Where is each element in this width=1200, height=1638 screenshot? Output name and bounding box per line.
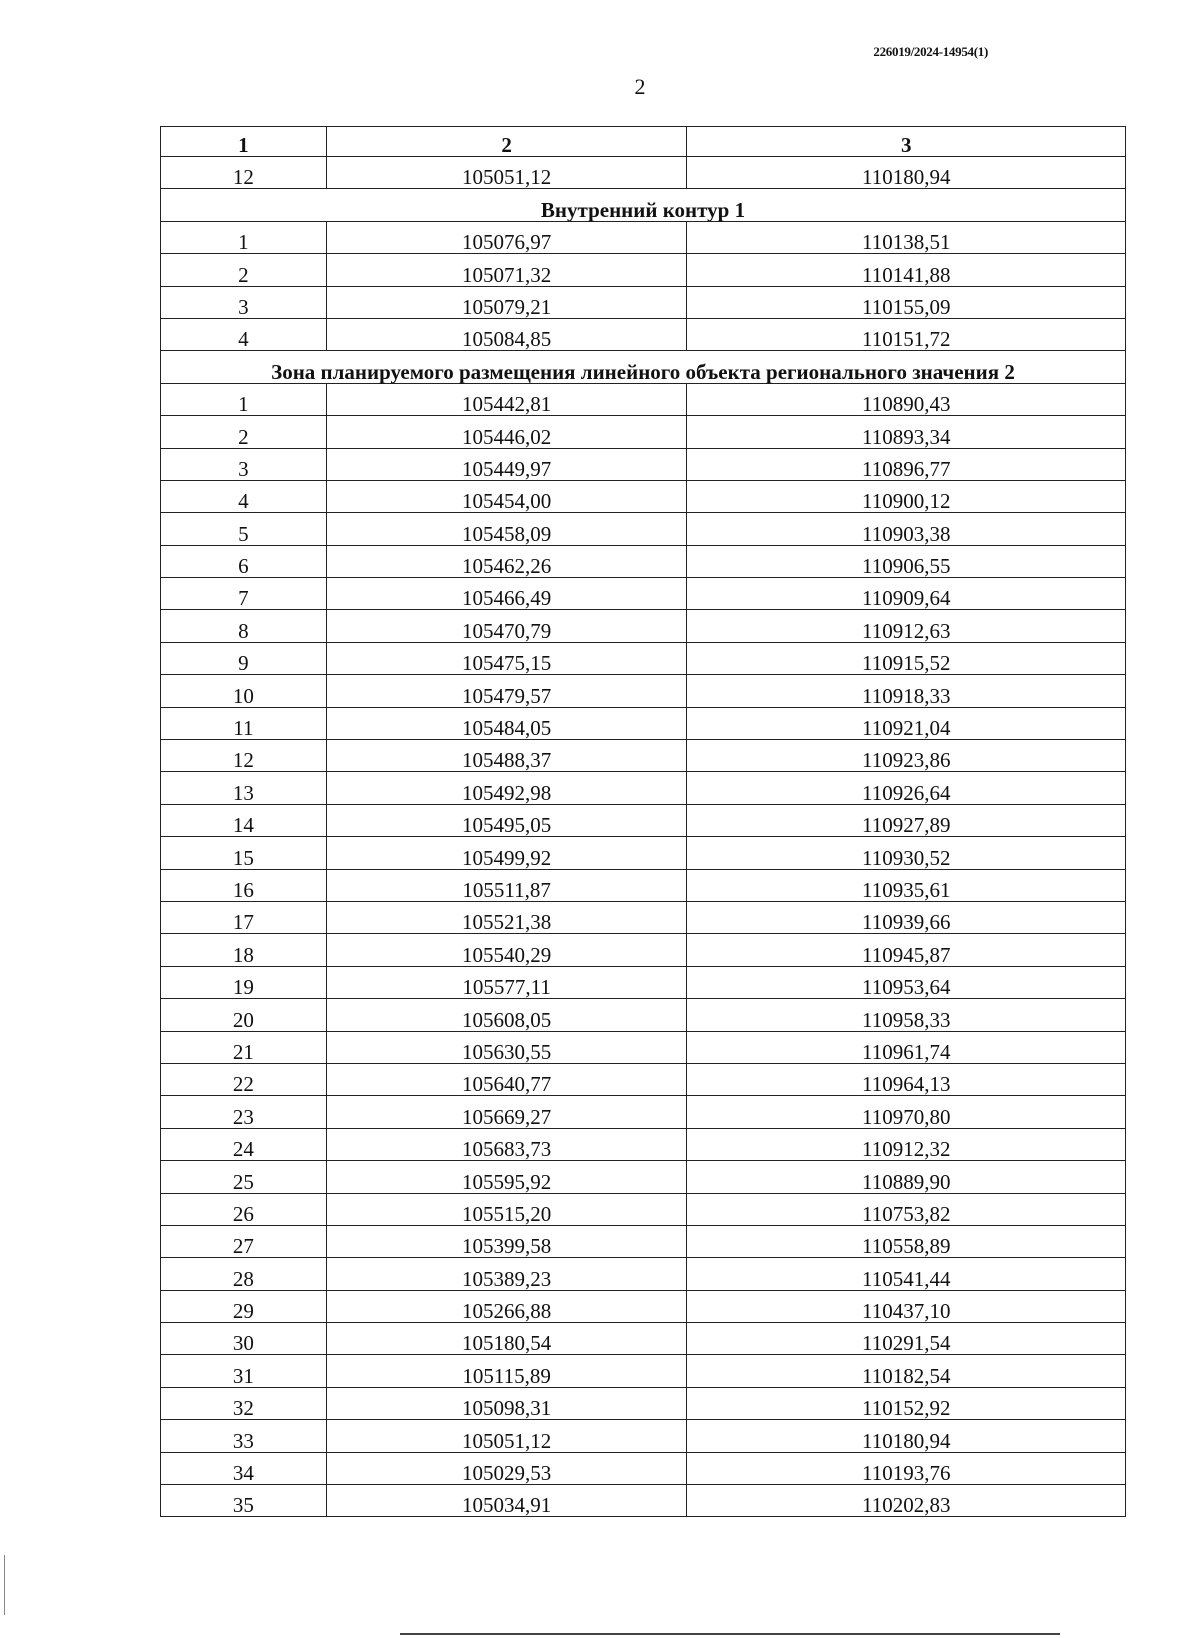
x-coordinate-cell: 105470,79 (326, 610, 687, 642)
x-coordinate-cell: 105462,26 (326, 545, 687, 577)
point-number-cell: 8 (161, 610, 327, 642)
table-row (161, 1258, 1126, 1290)
x-coordinate-cell: 105475,15 (326, 642, 687, 674)
table-row (161, 999, 1126, 1031)
y-coordinate-cell: 110141,88 (687, 254, 1126, 286)
table-row (161, 1063, 1126, 1095)
x-coordinate-cell: 105595,92 (326, 1161, 687, 1193)
y-coordinate-cell: 110138,51 (687, 221, 1126, 253)
scan-margin-mark (4, 1555, 5, 1615)
y-coordinate-cell: 110903,38 (687, 513, 1126, 545)
x-coordinate-cell: 105495,05 (326, 804, 687, 836)
x-coordinate-cell: 105076,97 (326, 221, 687, 253)
table-row (161, 837, 1126, 869)
point-number-cell: 20 (161, 999, 327, 1031)
table-row (161, 1128, 1126, 1160)
x-coordinate-cell: 105540,29 (326, 934, 687, 966)
y-coordinate-cell: 110753,82 (687, 1193, 1126, 1225)
y-coordinate-cell: 110970,80 (687, 1096, 1126, 1128)
point-number-cell: 17 (161, 901, 327, 933)
point-number-cell: 16 (161, 869, 327, 901)
table-row (161, 707, 1126, 739)
x-coordinate-cell: 105180,54 (326, 1323, 687, 1355)
point-number-cell: 22 (161, 1063, 327, 1095)
x-coordinate-cell: 105608,05 (326, 999, 687, 1031)
table-row (161, 448, 1126, 480)
y-coordinate-cell: 110915,52 (687, 642, 1126, 674)
x-coordinate-cell: 105446,02 (326, 416, 687, 448)
point-number-cell: 34 (161, 1452, 327, 1484)
table-row (161, 578, 1126, 610)
section-title: Внутренний контур 1 (161, 189, 1126, 221)
point-number-cell: 33 (161, 1420, 327, 1452)
x-coordinate-cell: 105389,23 (326, 1258, 687, 1290)
y-coordinate-cell: 110964,13 (687, 1063, 1126, 1095)
x-coordinate-cell: 105630,55 (326, 1031, 687, 1063)
point-number-cell: 23 (161, 1096, 327, 1128)
table-row (161, 1323, 1126, 1355)
y-coordinate-cell: 110890,43 (687, 383, 1126, 415)
y-coordinate-cell: 110926,64 (687, 772, 1126, 804)
point-number-cell: 27 (161, 1225, 327, 1257)
point-number-cell: 25 (161, 1161, 327, 1193)
point-number-cell: 14 (161, 804, 327, 836)
x-coordinate-cell: 105034,91 (326, 1485, 687, 1517)
y-coordinate-cell: 110541,44 (687, 1258, 1126, 1290)
point-number-cell: 4 (161, 318, 327, 350)
y-coordinate-cell: 110180,94 (687, 1420, 1126, 1452)
y-coordinate-cell: 110912,63 (687, 610, 1126, 642)
x-coordinate-cell: 105479,57 (326, 675, 687, 707)
y-coordinate-cell: 110961,74 (687, 1031, 1126, 1063)
document-number: 226019/2024-14954(1) (873, 44, 988, 59)
point-number-cell: 1 (161, 221, 327, 253)
x-coordinate-cell: 105515,20 (326, 1193, 687, 1225)
column-header-1: 1 (161, 127, 327, 157)
table-row (161, 254, 1126, 286)
table-row (161, 610, 1126, 642)
y-coordinate-cell: 110291,54 (687, 1323, 1126, 1355)
point-number-cell: 30 (161, 1323, 327, 1355)
y-coordinate-cell: 110182,54 (687, 1355, 1126, 1387)
table-row (161, 934, 1126, 966)
table-row (161, 318, 1126, 350)
point-number-cell: 3 (161, 286, 327, 318)
point-number-cell: 26 (161, 1193, 327, 1225)
point-number-cell: 12 (161, 157, 327, 189)
point-number-cell: 6 (161, 545, 327, 577)
x-coordinate-cell: 105454,00 (326, 480, 687, 512)
table-row (161, 966, 1126, 998)
table-row (161, 675, 1126, 707)
section-row (161, 189, 1126, 221)
point-number-cell: 7 (161, 578, 327, 610)
y-coordinate-cell: 110930,52 (687, 837, 1126, 869)
y-coordinate-cell: 110953,64 (687, 966, 1126, 998)
y-coordinate-cell: 110945,87 (687, 934, 1126, 966)
table-body (161, 157, 1126, 1517)
table-row (161, 286, 1126, 318)
table-row (161, 1355, 1126, 1387)
y-coordinate-cell: 110927,89 (687, 804, 1126, 836)
table-row (161, 545, 1126, 577)
table-row (161, 513, 1126, 545)
y-coordinate-cell: 110939,66 (687, 901, 1126, 933)
point-number-cell: 18 (161, 934, 327, 966)
table-row (161, 1290, 1126, 1322)
x-coordinate-cell: 105683,73 (326, 1128, 687, 1160)
y-coordinate-cell: 110935,61 (687, 869, 1126, 901)
table-row (161, 416, 1126, 448)
y-coordinate-cell: 110893,34 (687, 416, 1126, 448)
x-coordinate-cell: 105442,81 (326, 383, 687, 415)
section-row (161, 351, 1126, 383)
point-number-cell: 21 (161, 1031, 327, 1063)
y-coordinate-cell: 110151,72 (687, 318, 1126, 350)
table-row (161, 1031, 1126, 1063)
x-coordinate-cell: 105029,53 (326, 1452, 687, 1484)
y-coordinate-cell: 110193,76 (687, 1452, 1126, 1484)
table-row (161, 1225, 1126, 1257)
table-header (161, 127, 1126, 157)
y-coordinate-cell: 110923,86 (687, 740, 1126, 772)
y-coordinate-cell: 110906,55 (687, 545, 1126, 577)
bottom-rule (400, 1633, 1060, 1635)
table-row (161, 221, 1126, 253)
point-number-cell: 35 (161, 1485, 327, 1517)
x-coordinate-cell: 105466,49 (326, 578, 687, 610)
point-number-cell: 29 (161, 1290, 327, 1322)
table-row (161, 642, 1126, 674)
y-coordinate-cell: 110558,89 (687, 1225, 1126, 1257)
column-header-3: 3 (687, 127, 1126, 157)
x-coordinate-cell: 105492,98 (326, 772, 687, 804)
x-coordinate-cell: 105084,85 (326, 318, 687, 350)
point-number-cell: 15 (161, 837, 327, 869)
page-number: 2 (634, 74, 646, 99)
point-number-cell: 3 (161, 448, 327, 480)
point-number-cell: 19 (161, 966, 327, 998)
table-row (161, 1387, 1126, 1419)
x-coordinate-cell: 105669,27 (326, 1096, 687, 1128)
section-title: Зона планируемого размещения линейного объекта регионального значения 2 (161, 351, 1126, 383)
y-coordinate-cell: 110202,83 (687, 1485, 1126, 1517)
point-number-cell: 31 (161, 1355, 327, 1387)
x-coordinate-cell: 105115,89 (326, 1355, 687, 1387)
header-row (161, 127, 1126, 157)
y-coordinate-cell: 110918,33 (687, 675, 1126, 707)
table-row (161, 1452, 1126, 1484)
y-coordinate-cell: 110437,10 (687, 1290, 1126, 1322)
table-row (161, 1096, 1126, 1128)
x-coordinate-cell: 105079,21 (326, 286, 687, 318)
point-number-cell: 10 (161, 675, 327, 707)
point-number-cell: 24 (161, 1128, 327, 1160)
x-coordinate-cell: 105449,97 (326, 448, 687, 480)
x-coordinate-cell: 105051,12 (326, 1420, 687, 1452)
point-number-cell: 4 (161, 480, 327, 512)
table-row (161, 1193, 1126, 1225)
point-number-cell: 2 (161, 416, 327, 448)
table-row (161, 383, 1126, 415)
x-coordinate-cell: 105488,37 (326, 740, 687, 772)
x-coordinate-cell: 105499,92 (326, 837, 687, 869)
table-row (161, 480, 1126, 512)
point-number-cell: 32 (161, 1387, 327, 1419)
point-number-cell: 5 (161, 513, 327, 545)
table-row (161, 869, 1126, 901)
column-header-2: 2 (326, 127, 687, 157)
point-number-cell: 11 (161, 707, 327, 739)
x-coordinate-cell: 105266,88 (326, 1290, 687, 1322)
x-coordinate-cell: 105458,09 (326, 513, 687, 545)
y-coordinate-cell: 110900,12 (687, 480, 1126, 512)
y-coordinate-cell: 110155,09 (687, 286, 1126, 318)
point-number-cell: 28 (161, 1258, 327, 1290)
table-row (161, 740, 1126, 772)
x-coordinate-cell: 105640,77 (326, 1063, 687, 1095)
y-coordinate-cell: 110958,33 (687, 999, 1126, 1031)
x-coordinate-cell: 105484,05 (326, 707, 687, 739)
y-coordinate-cell: 110180,94 (687, 157, 1126, 189)
x-coordinate-cell: 105051,12 (326, 157, 687, 189)
table-row (161, 1485, 1126, 1517)
y-coordinate-cell: 110152,92 (687, 1387, 1126, 1419)
point-number-cell: 1 (161, 383, 327, 415)
coordinates-table (160, 126, 1126, 1517)
x-coordinate-cell: 105399,58 (326, 1225, 687, 1257)
x-coordinate-cell: 105577,11 (326, 966, 687, 998)
y-coordinate-cell: 110889,90 (687, 1161, 1126, 1193)
y-coordinate-cell: 110909,64 (687, 578, 1126, 610)
x-coordinate-cell: 105511,87 (326, 869, 687, 901)
table-row (161, 772, 1126, 804)
point-number-cell: 12 (161, 740, 327, 772)
x-coordinate-cell: 105071,32 (326, 254, 687, 286)
table-row (161, 157, 1126, 189)
table-row (161, 804, 1126, 836)
y-coordinate-cell: 110912,32 (687, 1128, 1126, 1160)
table-row (161, 901, 1126, 933)
point-number-cell: 9 (161, 642, 327, 674)
x-coordinate-cell: 105521,38 (326, 901, 687, 933)
table-row (161, 1420, 1126, 1452)
point-number-cell: 13 (161, 772, 327, 804)
point-number-cell: 2 (161, 254, 327, 286)
y-coordinate-cell: 110921,04 (687, 707, 1126, 739)
y-coordinate-cell: 110896,77 (687, 448, 1126, 480)
x-coordinate-cell: 105098,31 (326, 1387, 687, 1419)
table-row (161, 1161, 1126, 1193)
